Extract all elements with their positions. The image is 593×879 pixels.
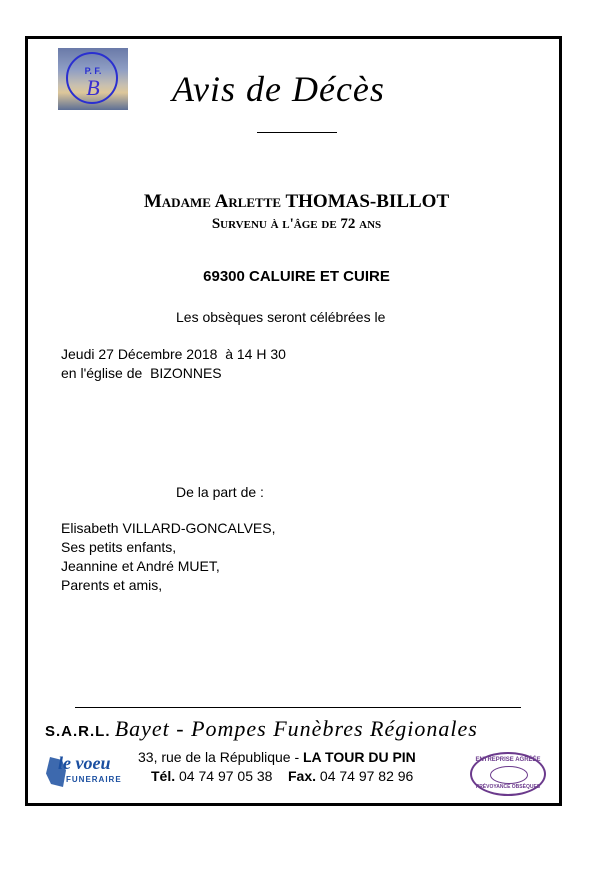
seal-emblem <box>490 766 528 784</box>
logo-initials: P. F. <box>84 66 102 76</box>
fax-label: Fax. <box>288 768 317 784</box>
company-phones <box>151 768 413 784</box>
family-member: Jeannine et André MUET, <box>61 558 220 574</box>
family-member: Elisabeth VILLARD-GONCALVES, <box>61 520 276 536</box>
tel-label: Tél. <box>151 768 176 784</box>
ceremony-date: Jeudi 27 Décembre 2018 à 14 H 30 <box>61 346 286 362</box>
family-member: Ses petits enfants, <box>61 539 177 555</box>
notice-frame <box>25 36 562 806</box>
levoeu-sub: FUNERAIRE <box>66 775 122 784</box>
street-address: 33, rue de la République - <box>138 749 303 765</box>
footer-divider <box>75 707 521 708</box>
deceased-name: Madame Arlette THOMAS-BILLOT <box>143 191 450 212</box>
levoeu-brand: le voeu <box>58 753 111 773</box>
agreed-company-seal <box>470 752 546 796</box>
fax-number: 04 74 97 82 96 <box>319 768 414 784</box>
ceremony-intro: Les obsèques seront célébrées le <box>176 309 386 325</box>
family-intro: De la part de : <box>176 484 264 500</box>
town-name: LA TOUR DU PIN <box>303 749 416 765</box>
deceased-age: Survenu à l'âge de 72 ans <box>211 216 382 232</box>
tel-number: 04 74 97 05 38 <box>179 768 273 784</box>
company-prefix: S.A.R.L. <box>45 723 111 740</box>
notice-title: Avis de Décès <box>172 69 385 109</box>
title-divider <box>257 132 337 133</box>
levoeu-funeraire-logo <box>46 753 136 793</box>
company-name: Bayet - Pompes Funèbres Régionales <box>114 716 478 741</box>
family-member: Parents et amis, <box>61 577 163 593</box>
seal-top-text: ENTREPRISE AGRÉÉE <box>475 757 541 763</box>
ceremony-place: en l'église de BIZONNES <box>61 365 222 381</box>
seal-bottom-text: PRÉVOYANCE OBSÈQUES <box>475 784 541 790</box>
logo-letter: B <box>86 75 100 100</box>
company-address <box>138 749 416 765</box>
pf-logo <box>58 48 128 110</box>
deceased-city: 69300 CALUIRE ET CUIRE <box>203 268 390 285</box>
company-name-line <box>45 716 478 742</box>
ceremony-details <box>61 345 286 383</box>
family-list <box>61 519 276 595</box>
